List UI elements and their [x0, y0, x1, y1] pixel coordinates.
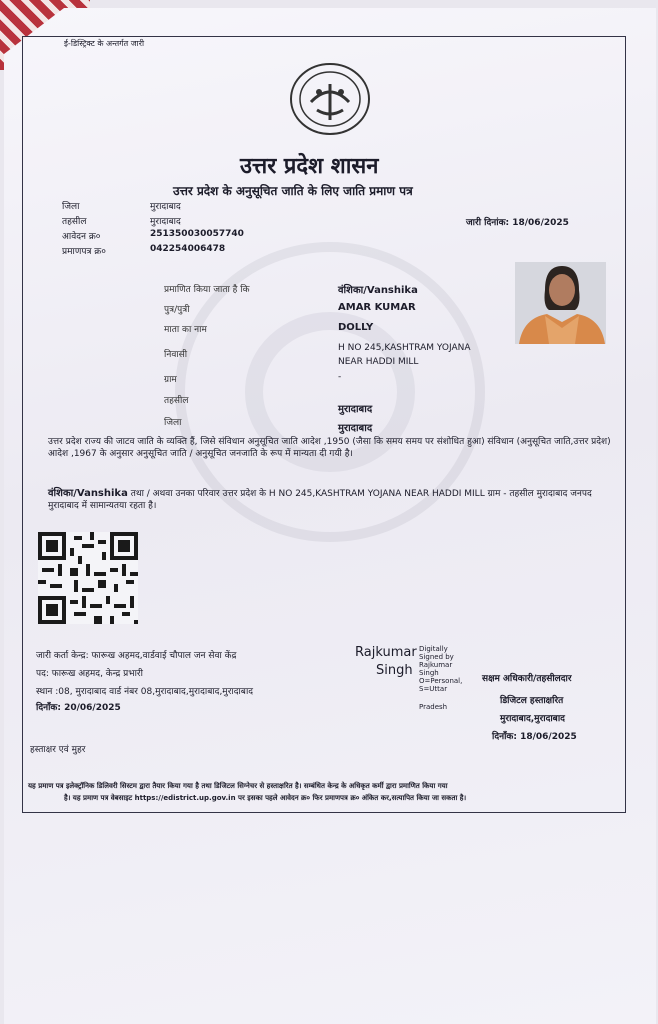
signer-name-line1: Rajkumar: [355, 645, 417, 660]
para2-text: तथा / अथवा उनका परिवार उत्तर प्रदेश के H NO 245,KASHTRAM YOJANA NEAR HADDI MILL ग्राम - तहसील मुरादाबाद जनपद मुरादाबाद में सामान्यतया रहता है।: [48, 489, 592, 511]
issuer-date: दिनाँक: 20/06/2025: [36, 703, 121, 713]
digital-sign-line: Signed by: [419, 653, 454, 661]
certified-label: प्रमाणित किया जाता है कि: [164, 285, 250, 295]
body-paragraph-2: [48, 488, 614, 512]
meta-tehsil-label: तहसील: [62, 217, 87, 227]
digital-signature-block: [419, 645, 462, 711]
footer-line-1: यह प्रमाण पत्र इलेक्ट्रॉनिक डिलिवरी सिस्टम द्वारा तैयार किया गया है तथा डिजिटल सिग्नेचर से हस्ताक्षरित है। सम्बंधित केन्द्र के अधिकृत कर्मी द्वारा प्रमाणित किया गया: [28, 782, 448, 790]
certificate-subtitle: उत्तर प्रदेश के अनुसूचित जाति के लिए जाति प्रमाण पत्र: [173, 184, 413, 198]
footer-line-2: है। यह प्रमाण पत्र वेबसाइट https://edistrict.up.gov.in पर इसका पहले आवेदन क्र० फिर प्रमाणपत्र क्र० अंकित कर,सत्यापित किया जा सकता है।: [64, 794, 467, 802]
issue-date: जारी दिनांक: 18/06/2025: [466, 218, 569, 228]
mother-label: माता का नाम: [164, 325, 207, 335]
mother-name: DOLLY: [338, 322, 374, 333]
issuer-place: स्थान :08, मुरादाबाद वार्ड नंबर 08,मुरादाबाद,मुरादाबाद,मुरादाबाद: [36, 687, 254, 697]
father-label: पुत्र/पुत्री: [164, 305, 190, 315]
father-name: AMAR KUMAR: [338, 302, 416, 313]
address-line2: NEAR HADDI MILL: [338, 357, 419, 367]
signer-name-line2: Singh: [376, 663, 413, 678]
digital-sign-line: Pradesh: [419, 703, 448, 711]
meta-application-value: 251350030057740: [150, 229, 244, 239]
issuer-post: पद: फारूख अहमद, केन्द्र प्रभारी: [36, 669, 143, 679]
body-paragraph-1: उत्तर प्रदेश राज्य की जाटव जाति के व्यक्ति हैं, जिसे संविधान अनुसूचित जाति आदेश ,1950 (जैसा कि समय समय पर संशोधित हुआ) संविधान (अनुसूचित जाति,उत्तर प्रदेश) आदेश ,1967 के अनुसार अनुसूचित जाति / अनुसूचित जनजाति के रूप में मान्यता दी गयी है।: [48, 437, 611, 459]
tehsil-value: मुरादाबाद: [338, 404, 373, 415]
digital-sign-line: Singh: [419, 669, 439, 677]
village-value: -: [338, 372, 342, 382]
officer-place: मुरादाबाद,मुरादाबाद: [500, 714, 565, 724]
top-note: ई-डिस्ट्रिक्ट के अन्तर्गत जारी: [64, 39, 145, 48]
address-line1: H NO 245,KASHTRAM YOJANA: [338, 343, 471, 353]
tehsil-label: तहसील: [164, 396, 189, 406]
meta-certificate-label: प्रमाणपत्र क्र०: [62, 247, 106, 257]
issuer-sign-label: हस्ताक्षर एवं मुहर: [30, 745, 86, 755]
government-title: उत्तर प्रदेश शासन: [240, 154, 379, 179]
village-label: ग्राम: [164, 375, 177, 385]
meta-district-value: मुरादाबाद: [150, 202, 181, 212]
digital-sign-line: O=Personal,: [419, 677, 463, 685]
officer-digitally-signed: डिजिटल हस्ताक्षरित: [500, 696, 564, 706]
district-value: मुरादाबाद: [338, 423, 373, 434]
meta-application-label: आवेदन क्र०: [62, 232, 101, 242]
resident-label: निवासी: [164, 350, 188, 360]
up-government-emblem: [289, 62, 371, 136]
applicant-photo: [515, 262, 606, 344]
officer-title: सक्षम अधिकारी/तहसीलदार: [482, 674, 572, 684]
qr-code: [38, 532, 138, 624]
applicant-name: वंशिका/Vanshika: [338, 285, 418, 296]
para2-applicant-name: वंशिका/Vanshika: [48, 488, 128, 499]
district-label: जिला: [164, 418, 182, 428]
meta-district-label: जिला: [62, 202, 80, 212]
digital-sign-line: Digitally: [419, 645, 448, 653]
meta-certificate-value: 042254006478: [150, 244, 226, 254]
officer-date: दिनाँक: 18/06/2025: [492, 732, 577, 742]
meta-tehsil-value: मुरादाबाद: [150, 217, 181, 227]
digital-sign-line: S=Uttar: [419, 685, 448, 693]
issuer-center: जारी कर्ता केन्द्र: फारूख अहमद,वार्डवाई चौपाल जन सेवा केंद्र: [36, 651, 237, 661]
digital-sign-line: Rajkumar: [419, 661, 453, 669]
